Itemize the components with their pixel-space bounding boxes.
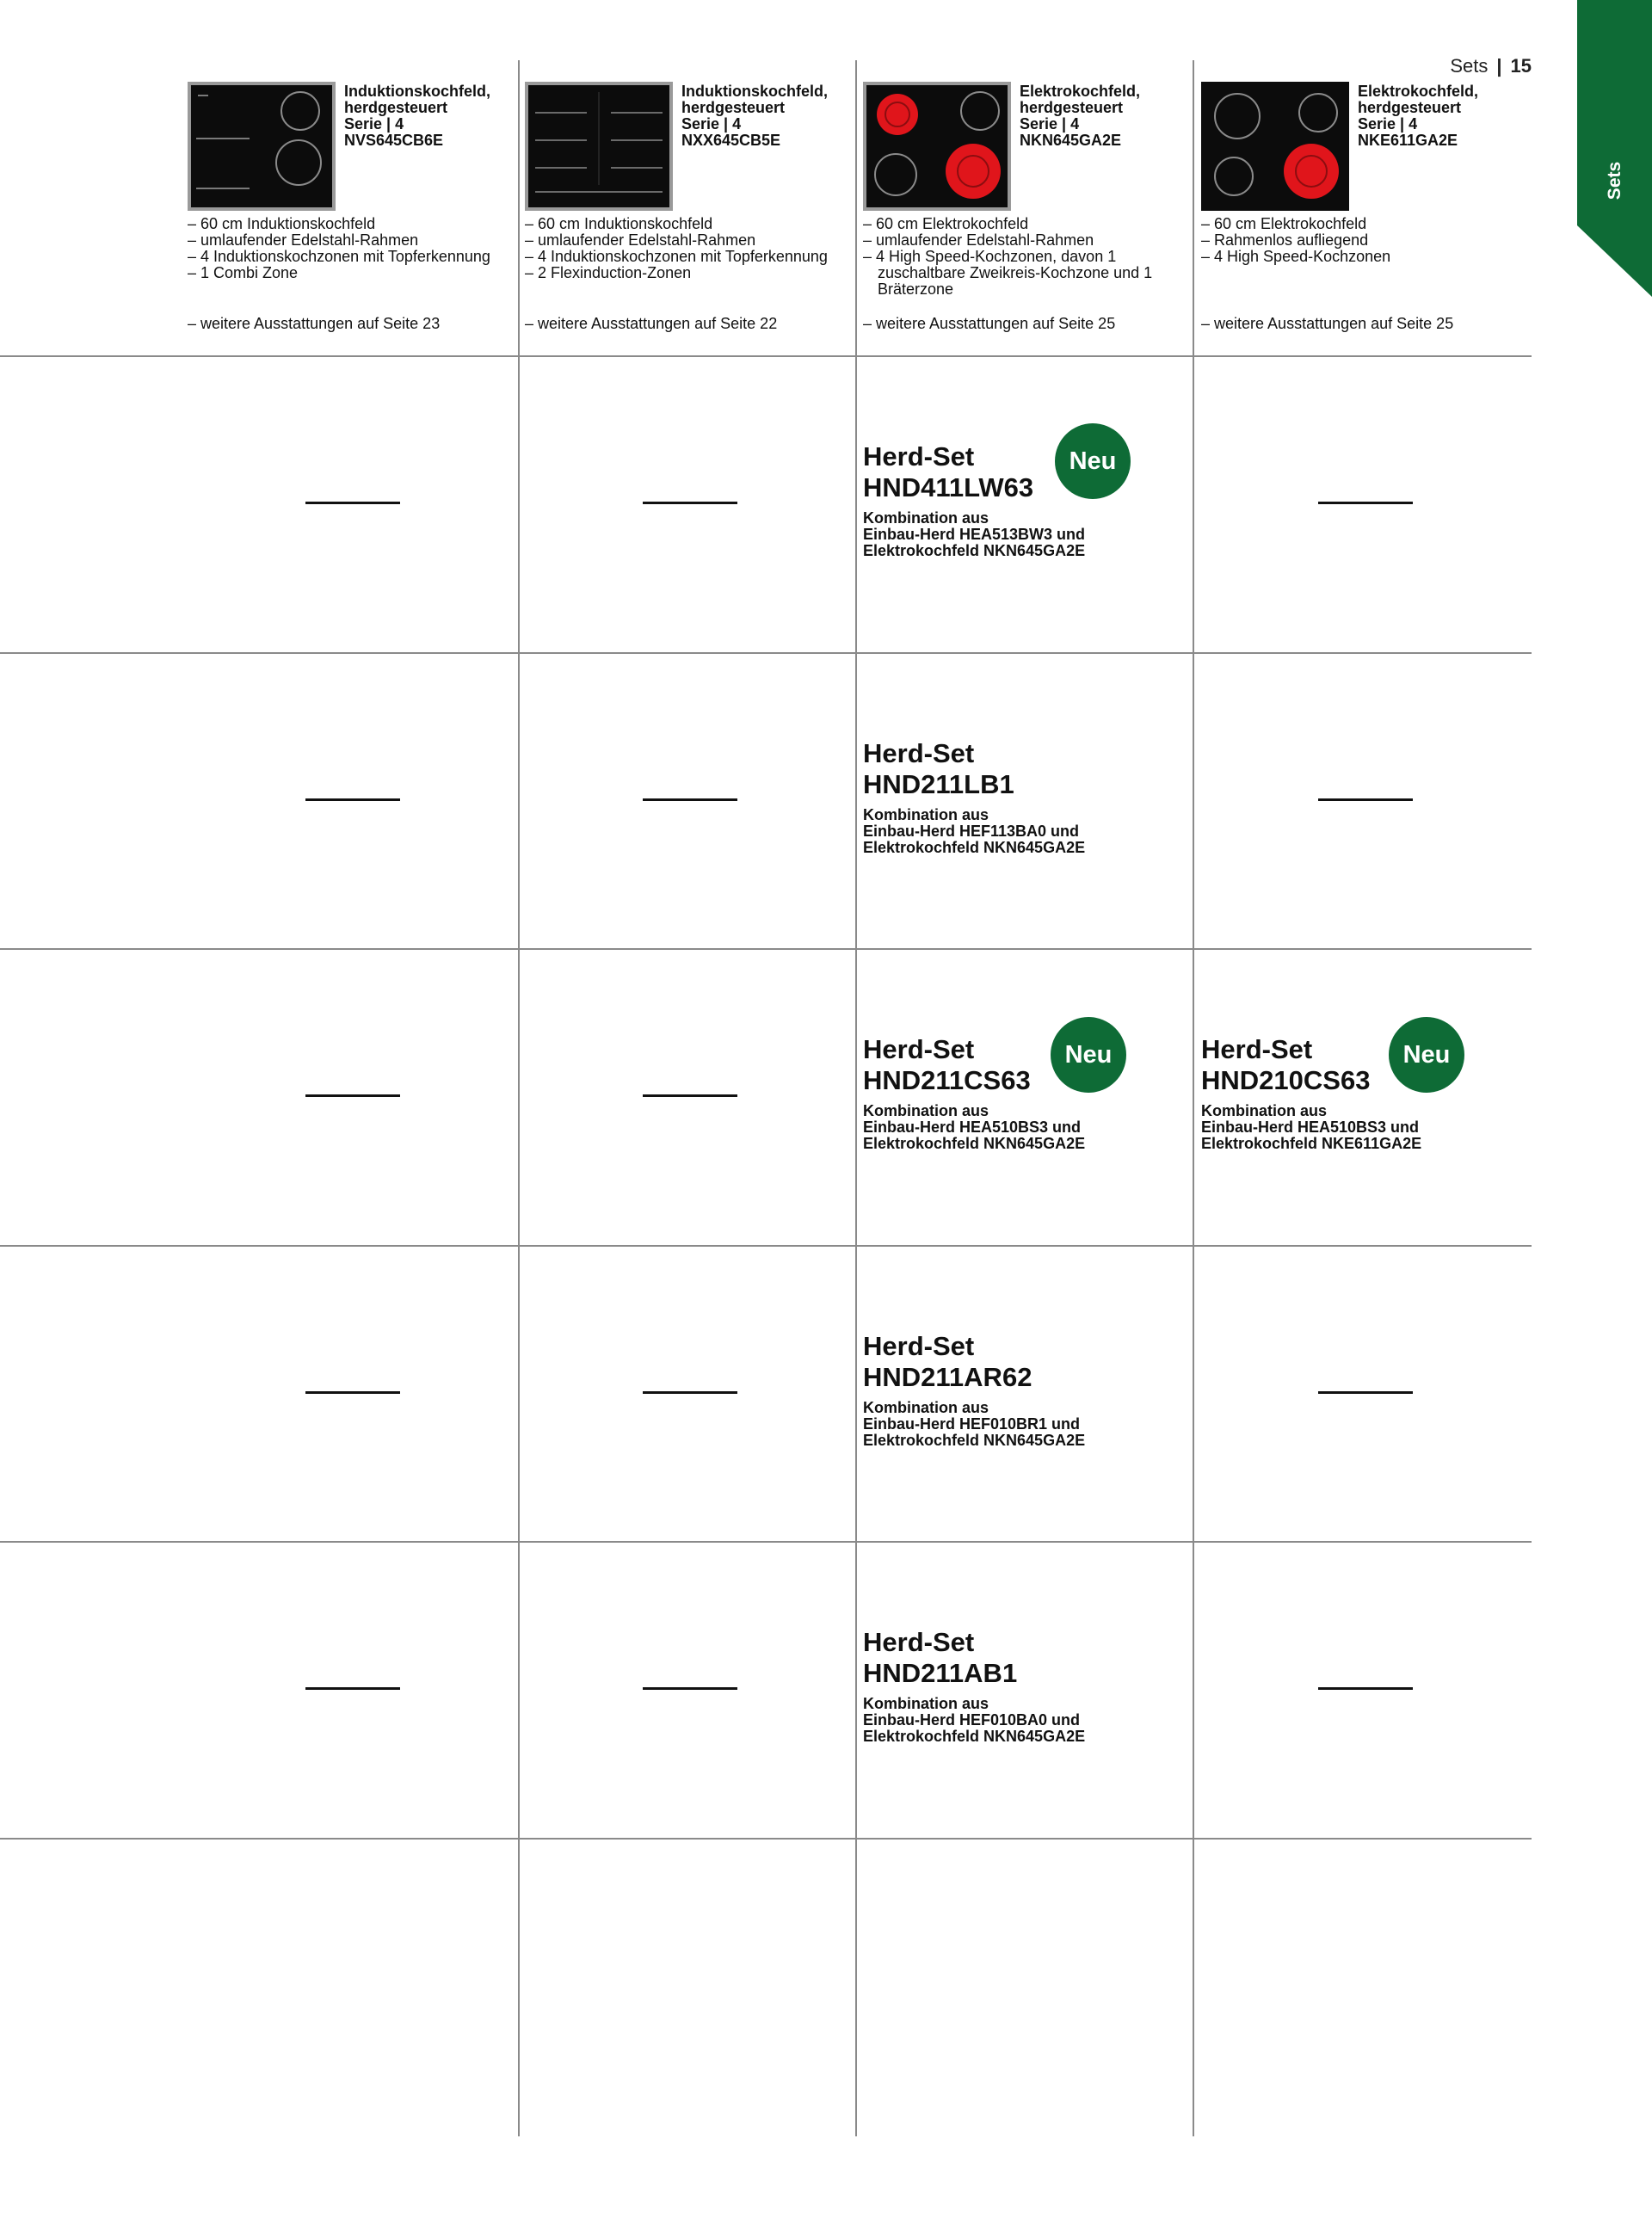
- frameless-ceramic-hob-icon: [1201, 82, 1349, 211]
- combo-line: Kombination aus: [863, 509, 989, 527]
- flex-induction-hob-icon: [525, 82, 673, 211]
- new-badge: Neu: [1051, 1017, 1126, 1093]
- set-label: Herd-Set: [863, 441, 975, 471]
- row-divider: [0, 355, 1532, 357]
- page-header: [1450, 55, 1532, 77]
- side-tab-label: Sets: [1605, 161, 1624, 200]
- product-title: [681, 83, 854, 149]
- not-available-dash: [305, 502, 400, 504]
- set-cell[interactable]: [863, 441, 1190, 559]
- product-model: NKN645GA2E: [1020, 132, 1122, 149]
- column-divider: [855, 60, 857, 2136]
- combo-line: Kombination aus: [863, 1102, 989, 1119]
- combo-line: Einbau-Herd HEA510BS3 und: [863, 1119, 1082, 1136]
- not-available-dash: [643, 1687, 737, 1690]
- more-features-link[interactable]: – weitere Ausstattungen auf Seite 25: [863, 316, 1115, 332]
- set-label: Herd-Set: [863, 1034, 975, 1064]
- feature-item: – 4 Induktionskochzonen mit Topferkennung: [188, 249, 515, 265]
- product-series: Serie | 4: [344, 115, 404, 133]
- feature-item: – 4 High Speed-Kochzonen, davon 1 zuschaltbare Zweikreis-Kochzone und 1 Bräterzone: [863, 249, 1190, 298]
- product-model: NXX645CB5E: [681, 132, 781, 149]
- feature-list: [1201, 216, 1528, 265]
- feature-item: – 60 cm Elektrokochfeld: [863, 216, 1190, 232]
- feature-list: [525, 216, 852, 281]
- product-model: NVS645CB6E: [344, 132, 444, 149]
- product-type: Elektrokochfeld,: [1020, 83, 1141, 100]
- more-features-link[interactable]: – weitere Ausstattungen auf Seite 23: [188, 316, 440, 332]
- feature-list: [863, 216, 1190, 298]
- not-available-dash: [305, 1094, 400, 1097]
- product-card[interactable]: [1201, 82, 1528, 340]
- product-control: herdgesteuert: [681, 99, 786, 116]
- set-cell[interactable]: [863, 1034, 1190, 1152]
- product-series: Serie | 4: [681, 115, 742, 133]
- product-model: NKE611GA2E: [1358, 132, 1458, 149]
- feature-item: – 60 cm Elektrokochfeld: [1201, 216, 1528, 232]
- not-available-dash: [1318, 1391, 1413, 1394]
- not-available-dash: [1318, 502, 1413, 504]
- feature-item: – 4 High Speed-Kochzonen: [1201, 249, 1528, 265]
- combo-line: Einbau-Herd HEA510BS3 und: [1201, 1119, 1420, 1136]
- feature-item: – 60 cm Induktionskochfeld: [188, 216, 515, 232]
- set-model: HND211LB1: [863, 769, 1014, 799]
- not-available-dash: [305, 1687, 400, 1690]
- set-model: HND411LW63: [863, 472, 1034, 502]
- column-divider: [518, 60, 520, 2136]
- combo-line: Einbau-Herd HEF113BA0 und: [863, 823, 1080, 840]
- set-combination: [863, 1696, 1190, 1745]
- combo-line: Elektrokochfeld NKN645GA2E: [863, 1432, 1086, 1449]
- set-label: Herd-Set: [863, 738, 975, 768]
- not-available-dash: [305, 798, 400, 801]
- not-available-dash: [643, 502, 737, 504]
- combo-line: Einbau-Herd HEA513BW3 und: [863, 526, 1086, 543]
- product-card[interactable]: [863, 82, 1190, 340]
- set-combination: [1201, 1103, 1528, 1152]
- row-divider: [0, 1245, 1532, 1247]
- combo-line: Elektrokochfeld NKN645GA2E: [863, 542, 1086, 559]
- set-cell[interactable]: [863, 1627, 1190, 1745]
- combo-line: Einbau-Herd HEF010BR1 und: [863, 1415, 1081, 1433]
- product-control: herdgesteuert: [1358, 99, 1462, 116]
- feature-item: – 60 cm Induktionskochfeld: [525, 216, 852, 232]
- new-badge: Neu: [1389, 1017, 1464, 1093]
- set-combination: [863, 807, 1190, 856]
- more-features-link[interactable]: – weitere Ausstattungen auf Seite 22: [525, 316, 777, 332]
- product-series: Serie | 4: [1358, 115, 1418, 133]
- product-control: herdgesteuert: [1020, 99, 1124, 116]
- not-available-dash: [643, 798, 737, 801]
- feature-list: [188, 216, 515, 281]
- combo-line: Elektrokochfeld NKN645GA2E: [863, 1728, 1086, 1745]
- product-card[interactable]: [188, 82, 515, 340]
- combo-line: Elektrokochfeld NKE611GA2E: [1201, 1135, 1422, 1152]
- product-series: Serie | 4: [1020, 115, 1080, 133]
- feature-item: – Rahmenlos aufliegend: [1201, 232, 1528, 249]
- set-combination: [863, 1103, 1190, 1152]
- set-cell[interactable]: [863, 738, 1190, 856]
- feature-item: – umlaufender Edelstahl-Rahmen: [188, 232, 515, 249]
- page-number: 15: [1510, 55, 1532, 77]
- feature-item: – 4 Induktionskochzonen mit Topferkennung: [525, 249, 852, 265]
- product-type: Elektrokochfeld,: [1358, 83, 1479, 100]
- feature-item: – 2 Flexinduction-Zonen: [525, 265, 852, 281]
- new-badge: Neu: [1055, 423, 1131, 499]
- set-model: HND211CS63: [863, 1065, 1031, 1095]
- product-title: [1020, 83, 1192, 149]
- ceramic-hob-icon: [863, 82, 1011, 211]
- product-title: [1358, 83, 1530, 149]
- product-type: Induktionskochfeld,: [681, 83, 829, 100]
- row-divider: [0, 948, 1532, 950]
- combo-line: Elektrokochfeld NKN645GA2E: [863, 1135, 1086, 1152]
- set-cell[interactable]: [863, 1331, 1190, 1449]
- row-divider: [0, 1541, 1532, 1543]
- column-divider: [1193, 60, 1194, 2136]
- not-available-dash: [305, 1391, 400, 1394]
- not-available-dash: [643, 1094, 737, 1097]
- set-label: Herd-Set: [863, 1331, 975, 1361]
- product-type: Induktionskochfeld,: [344, 83, 491, 100]
- section-name: Sets: [1450, 55, 1489, 77]
- set-model: HND211AB1: [863, 1658, 1018, 1688]
- not-available-dash: [1318, 798, 1413, 801]
- set-label: Herd-Set: [1201, 1034, 1313, 1064]
- combo-line: Kombination aus: [863, 1399, 989, 1416]
- set-label: Herd-Set: [863, 1627, 975, 1657]
- more-features-link[interactable]: – weitere Ausstattungen auf Seite 25: [1201, 316, 1453, 332]
- feature-item: – umlaufender Edelstahl-Rahmen: [863, 232, 1190, 249]
- feature-item: – umlaufender Edelstahl-Rahmen: [525, 232, 852, 249]
- product-card[interactable]: [525, 82, 852, 340]
- combo-line: Einbau-Herd HEF010BA0 und: [863, 1711, 1081, 1729]
- induction-hob-icon: [188, 82, 336, 211]
- combo-line: Kombination aus: [1201, 1102, 1328, 1119]
- set-model: HND211AR62: [863, 1362, 1032, 1392]
- side-tab[interactable]: [1577, 0, 1652, 297]
- row-divider: [0, 652, 1532, 654]
- set-combination: [863, 510, 1190, 559]
- row-divider: [0, 1838, 1532, 1840]
- combo-line: Elektrokochfeld NKN645GA2E: [863, 839, 1086, 856]
- product-title: [344, 83, 516, 149]
- set-model: HND210CS63: [1201, 1065, 1371, 1095]
- header-separator: |: [1496, 55, 1502, 77]
- combo-line: Kombination aus: [863, 1695, 989, 1712]
- product-control: herdgesteuert: [344, 99, 448, 116]
- set-cell[interactable]: [1201, 1034, 1528, 1152]
- combo-line: Kombination aus: [863, 806, 989, 823]
- not-available-dash: [1318, 1687, 1413, 1690]
- feature-item: – 1 Combi Zone: [188, 265, 515, 281]
- set-combination: [863, 1400, 1190, 1449]
- not-available-dash: [643, 1391, 737, 1394]
- side-tab-shape: [1577, 0, 1652, 297]
